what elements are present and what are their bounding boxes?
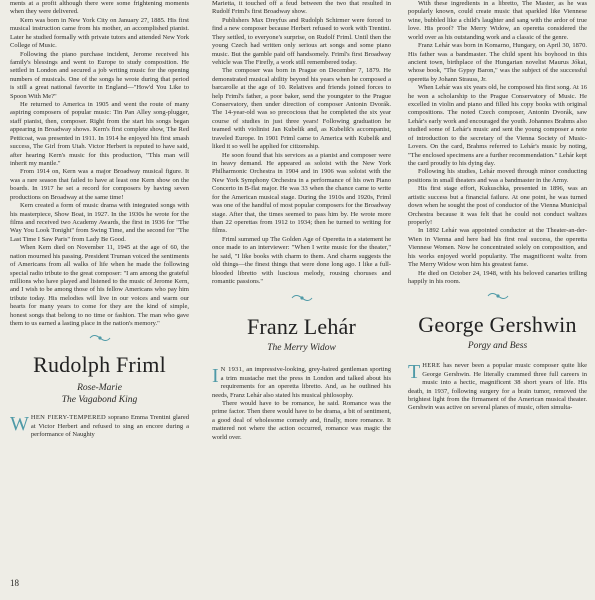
paragraph: From 1914 on, Kern was a major Broadway musical figure. It was a rare season that failed to have at least one Kern show on the boards. In 1917 he set a record for composers by having seven productions on Broadway at the same time!: [10, 168, 189, 201]
paragraph: Friml summed up The Golden Age of Operetta in a statement he once made to an interviewer: "When I write music for the theater," he said, "I like books with charm to them. And charm suggests the old things—the finest things that were done long ago. I like a full-blooded libretto with luscious melody, rousing choruses and romantic passions.": [212, 235, 391, 285]
paragraph: He soon found that his services as a pianist and composer were in heavy demand. He appeared as soloist with the New York Philharmonic Orchestra in 1904 and in 1906 was soloist with the New York Symphony Orchestra in a performance of his own Piano Concerto in B-flat major. He was 33 when the chance came to write for the American musical stage. During the 1910s and 1920s, Friml was one of the handful of most popular composers for the Broadway stage. After that, the times seemed to pass him by. He wrote more than 22 operettas from 1912 to 1934; then he turned to writing for films.: [212, 151, 391, 235]
paragraph: Marietta, it touched off a feud between the two that resulted in Rudolf Friml's first Broadway show.: [212, 0, 391, 16]
kern-biography-text: [10, 0, 189, 328]
lead-in: HEN FIERY-TEMPERED: [30, 414, 106, 422]
section-ornament: [212, 292, 391, 308]
lehar-intro-continued: [212, 400, 391, 442]
column-2: [212, 0, 391, 442]
composer-name: Franz Lehár: [246, 314, 357, 340]
intro-text: an impressive-looking, grey-haired gentleman sporting a trim mustache met the press in London and talked about his requirements for an operetta libretto. And, as he outlined his needs, Franz Lehár also stated his musical philosophy.: [212, 366, 392, 399]
paragraph: Franz Lehár was born in Komarno, Hungary, on April 30, 1870. His father was a bandmaster. The child spent his boyhood in this ancient town, birthplace of the Hungarian novelist Maurus Jókai, whose book, "The Gypsy Baron," was the subject of the successful operetta by Johann Strauss, Jr.: [408, 42, 587, 83]
paragraph: Kern was born in New York City on January 27, 1885. His first musical instruction came from his mother, an accomplished pianist. Later he studied formally with private tutors and attended New York College of Music.: [10, 16, 189, 50]
intro-text: has never been a popular music composer quite like George Gershwin. He literally crammed three full careers in music into a hectic, magnificent 38 short years of life. His death, in 1937, following surgery for a brain tumor, removed the brightest light from the firmament of the American musical theater. Gershwin was active on several planes of music, often simulta-: [408, 362, 587, 412]
lehar-intro: [212, 366, 391, 400]
paragraph: When Kern died on November 11, 1945 at the age of 60, the nation mourned his passing. President Truman voiced the sentiments of Americans from all walks of life when he made the following special radio tribute to the great composer: "I am among the grateful millions who have played and listened to the music of Jerome Kern, and I wish to be among those of his fellow Americans who pay him tribute today. His melodies will live in our voices and warm our hearts for many years to come for they are the kind of simple, honest songs that belong to no time or fashion. The man who gave them to us earned a lasting place in the nation's memory.": [10, 244, 189, 328]
section-ornament: [408, 290, 587, 306]
paragraph: With these ingredients in a libretto, The Master, as he was popularly known, could create music that sparkled like Viennese wine, bubbled like a child's laughter and sang with the ardor of true love. His proof? The Merry Widow, an operetta considered the world over as his outstanding work and a classic of the genre.: [408, 0, 587, 41]
friml-intro: [10, 414, 189, 439]
lead-in: HERE: [422, 362, 441, 370]
ornament-icon: [88, 332, 112, 344]
paragraph: There would have to be romance, he said. Romance was the prime factor. Then there would have to be drama, a bit of sentiment, a good deal of wholesome comedy and, finally, more romance. It mattered not where the action occurred, romance was magic the world over.: [212, 400, 391, 441]
column-1: [10, 0, 189, 440]
section-ornament: [10, 332, 189, 348]
paragraph: The composer was born in Prague on December 7, 1879. He demonstrated musical ability beyond his years when he composed a barcarolle at the age of 10. Relatives and friends joined forces to help Friml's father, a poor baker, send the youngster to the Prague Conservatory, then under direction of composer Antonin Dvorák. The 14-year-old was so precocious that he completed the six year course of studies in just three years! Following graduation he teamed with violinist Jan Kubelik and, as Kubelik's accompanist, traveled Europe. In 1901 Friml came to America with Kubelik and liked it so well he applied for citizenship.: [212, 67, 391, 151]
paragraph: He returned to America in 1905 and went the route of many aspiring composers of popular music: Tin Pan Alley song-plugger, staff pianist, then, composer. Right from the start his songs began appearing in Broadway shows. Kern's first complete show, The Red Petticoat, was presented in 1911. In 1914 he enjoyed his first smash success, The Girl from Utah. Victor Herbert is reputed to have said, after hearing Kern's music for this production, "This man will inherit my mantle.": [10, 101, 189, 168]
paragraph: When Lehár was six years old, he composed his first song. At 16 he won a scholarship to the Prague Conservatory of Music. He excelled in violin and piano and filled his copy books with original compositions. The noted Czech composer, Antonin Dvorák, saw Lehár's early work and encouraged the youth. Johannes Brahms also studied some of Lehár's music and sent the young composer a note of introduction to the secretary of the Vienna Society of Music-Lovers. On the card, Brahms referred to Lehár's music by noting, "The enclosed specimens are a further recommendation." Lehár kept the card proudly to his dying day.: [408, 84, 587, 168]
paragraph: Publishers Max Dreyfus and Rudolph Schirmer were forced to find a new composer because Herbert refused to work with Trentini. They settled, to everyone's surprise, on Rudolf Friml. Until then the young Czech had written only serious art songs and some piano music. But the gamble paid off handsomely. Friml's first Broadway vehicle was The Firefly, a work still remembered today.: [212, 16, 391, 66]
paragraph: ments at a profit although there were some frightening moments when they were delivered.: [10, 0, 189, 16]
paragraph: Following his studies, Lehár moved through minor conducting positions in small theaters and was a bandmaster in the Army.: [408, 168, 587, 184]
column-3: [408, 0, 587, 413]
friml-heading: [10, 352, 189, 406]
paragraph: He died on October 24, 1948, with his beloved canaries trilling happily in his room.: [408, 269, 587, 285]
lead-in: N 1931,: [220, 366, 245, 374]
paragraph: In 1892 Lehár was appointed conductor at the Theater-an-der-Wien in Vienna and here had his first real success, the operetta Viennese Women. Now he concentrated solely on composition, and his works enjoyed world popularity. The magnificent waltz from The Merry Widow won him his greatest fame.: [408, 227, 587, 269]
work-title: The Merry Widow: [267, 343, 336, 354]
ornament-icon: [486, 290, 510, 302]
composer-name: George Gershwin: [418, 312, 577, 338]
paragraph: Following the piano purchase incident, Jerome received his family's blessings and went to Europe to study composition. He settled in London and secured a job writing music for the opening numbers of musicals. One of the songs he wrote during that period is still a great national favorite in England—"How'd You Like to Spoon With Me?": [10, 50, 189, 100]
drop-cap: I: [212, 365, 219, 388]
page-number: 18: [10, 578, 19, 588]
work-title: Rose-Marie: [77, 383, 122, 394]
work-title: The Vagabond King: [61, 395, 138, 406]
gershwin-intro: [408, 362, 587, 413]
composer-name: Rudolph Friml: [33, 352, 166, 378]
work-title: Porgy and Bess: [467, 341, 528, 352]
intro-text: soprano Emma Trentini glared at Victor Herbert and refused to sing an encore during a performance of Naughty: [30, 414, 189, 439]
gershwin-heading: [408, 312, 587, 352]
drop-cap: T: [408, 361, 421, 384]
ornament-icon: [290, 292, 314, 304]
lehar-heading: [212, 314, 391, 354]
paragraph: Kern created a form of music drama with integrated songs with his masterpiece, Show Boat, in 1927. In the 1930s he wrote for the films and received two Academy Awards, the first in 1936 for "The Way You Look Tonight" from Swing Time, and the second for "The Last Time I Saw Paris" from Lady Be Good.: [10, 202, 189, 243]
paragraph: His first stage effort, Kukuschka, presented in 1896, was an artistic success but a financial failure. At one point, he was turned down when he sought the post of conductor of the Vienna Municipal Orchestra because it was felt that he could not conduct waltzes properly!: [408, 185, 587, 226]
drop-cap: W: [10, 413, 29, 436]
lehar-biography-text: [408, 0, 587, 286]
friml-biography-text: [212, 0, 391, 286]
